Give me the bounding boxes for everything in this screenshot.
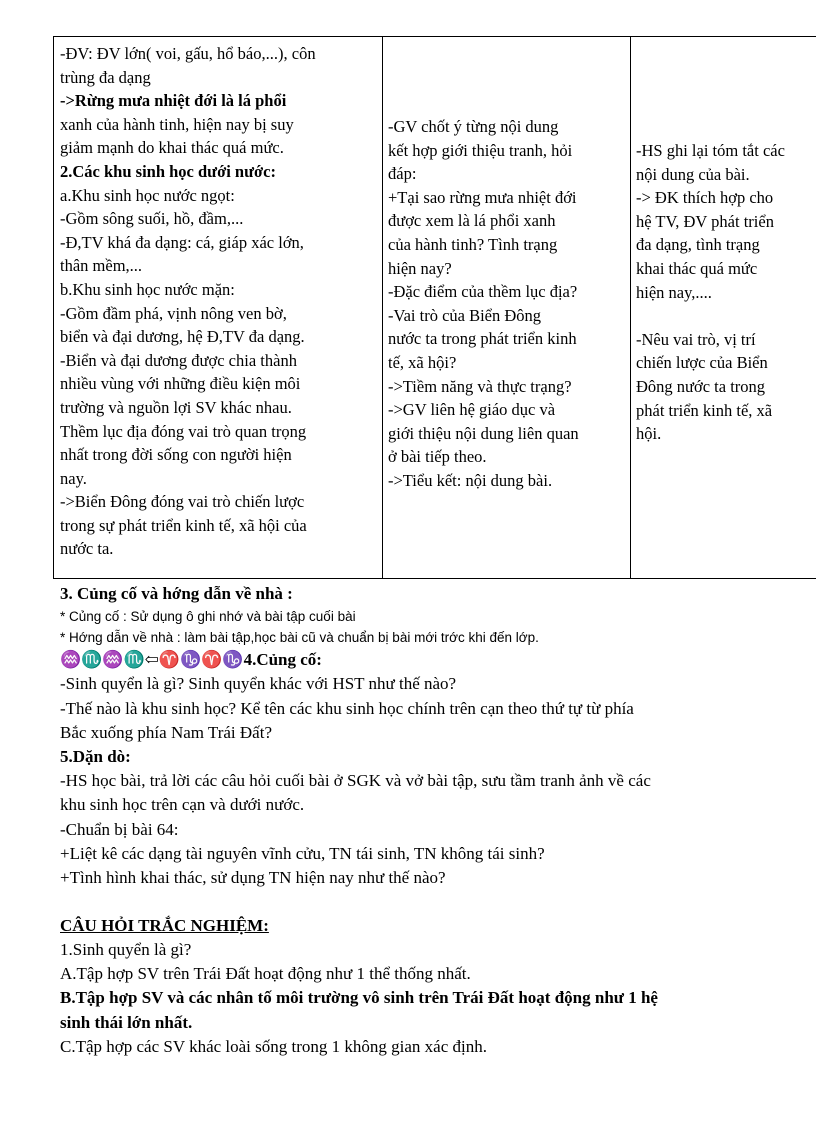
text-line: nay. (60, 468, 87, 488)
text-line: 5.Dặn dò: (60, 747, 131, 767)
text-line: hiện nay? (388, 258, 452, 278)
text-line: ->Rừng mưa nhiệt đới là lá phổi (60, 91, 287, 111)
text-line: xanh của hành tinh, hiện nay bị suy (60, 114, 294, 134)
text-line: sinh thái lớn nhất. (60, 1012, 193, 1032)
text-line: kết hợp giới thiệu tranh, hỏi (388, 140, 573, 160)
text-line: trường và nguồn lợi SV khác nhau. (60, 397, 292, 417)
text-line: đa dạng, tình trạng (636, 235, 760, 255)
text-line: khai thác quá mức (636, 258, 758, 278)
text-line: -Sinh quyển là gì? Sinh quyển khác với HST như thế nào? (60, 674, 457, 694)
text-line: -Nêu vai trò, vị trí (636, 329, 756, 349)
text-line: khu sinh học trên cạn và dưới nước. (60, 795, 305, 815)
text-line: hệ TV, ĐV phát triển (636, 211, 774, 231)
text-line: nước ta trong phát triển kinh (388, 329, 577, 349)
text-line: a.Khu sinh học nước ngọt: (60, 185, 235, 205)
text-line: giảm mạnh do khai thác quá mức. (60, 138, 284, 158)
teacher-activity-cell (383, 37, 630, 493)
table-row (54, 37, 816, 579)
text-line: A.Tập hợp SV trên Trái Đất hoạt động như 1 thể thống nhất. (60, 964, 471, 984)
text-line: -ĐV: ĐV lớn( voi, gấu, hổ báo,...), côn (60, 44, 316, 63)
text-line: -Thế nào là khu sinh học? Kể tên các khu sinh học chính trên cạn theo thứ tự từ phía (60, 698, 634, 718)
text-line: của hành tinh? Tình trạng (388, 234, 558, 254)
text-line: 2.Các khu sinh học dưới nước: (60, 161, 276, 181)
text-line: b.Khu sinh học nước mặn: (60, 279, 235, 299)
text-line: * Củng cố : Sử dụng ô ghi nhớ và bài tập cuối bài (60, 609, 356, 625)
text-line: -Đ,TV khá đa dạng: cá, giáp xác lớn, (60, 232, 304, 252)
text-line: nhiều vùng với những điều kiện môi (60, 374, 301, 394)
lesson-notes (60, 582, 810, 1059)
text-line: Thềm lục địa đóng vai trò quan trọng (60, 421, 307, 441)
text-line: -Chuẩn bị bài 64: (60, 819, 179, 839)
text-line: ->GV liên hệ giáo dục và (388, 400, 556, 420)
text-line: trùng đa dạng (60, 67, 151, 87)
lesson-table (53, 36, 816, 579)
student-activity-column (631, 37, 816, 579)
text-line: trong sự phát triển kinh tế, xã hội của (60, 515, 307, 535)
text-line: +Tình hình khai thác, sử dụng TN hiện nay như thế nào? (60, 868, 446, 888)
text-line: hiện nay,.... (636, 282, 712, 302)
text-line: thân mềm,... (60, 256, 143, 276)
text-line: nội dung của bài. (636, 164, 750, 184)
text-line: ->Biển Đông đóng vai trò chiến lược (60, 492, 305, 512)
text-line: ♒♏♒♏⇦♈♑♈♑4.Củng cố: (60, 650, 322, 670)
text-line: C.Tập hợp các SV khác loài sống trong 1 không gian xác định. (60, 1036, 487, 1056)
text-line: 1.Sinh quyển là gì? (60, 940, 192, 960)
text-line: -GV chốt ý từng nội dung (388, 117, 559, 136)
text-line: ->Tiểu kết: nội dung bài. (388, 470, 553, 490)
text-line: nước ta. (60, 539, 114, 559)
content-column (54, 37, 383, 579)
text-line: tế, xã hội? (388, 352, 457, 372)
content-cell (54, 37, 382, 561)
text-line: Đông nước ta trong (636, 376, 766, 396)
text-line: 3. Củng cố và hớng dẫn về nhà : (60, 584, 293, 603)
text-line: Bắc xuống phía Nam Trái Đất? (60, 722, 272, 742)
section-heading: CÂU HỎI TRẮC NGHIỆM: (60, 915, 269, 935)
text-line: -Vai trò của Biển Đông (388, 305, 542, 325)
text-line: -HS ghi lại tóm tắt các (636, 141, 785, 160)
text-line: ở bài tiếp theo. (388, 447, 487, 467)
text-line: giới thiệu nội dung liên quan (388, 423, 579, 443)
text-line: -Biển và đại dương được chia thành (60, 350, 297, 370)
teacher-activity-column (383, 37, 631, 579)
text-line (636, 304, 815, 328)
text-line: -Gồm sông suối, hồ, đầm,... (60, 209, 244, 229)
text-line (60, 890, 810, 914)
text-line: -Đặc điểm của thềm lục địa? (388, 282, 578, 302)
text-line: nhất trong đời sống con người hiện (60, 445, 292, 465)
text-line: +Tại sao rừng mưa nhiệt đới (388, 187, 577, 207)
text-line: -HS học bài, trả lời các câu hỏi cuối bài ở SGK và vở bài tập, sưu tầm tranh ảnh về các (60, 771, 651, 791)
text-line: được xem là lá phổi xanh (388, 211, 556, 231)
text-line: ->Tiềm năng và thực trạng? (388, 376, 572, 396)
text-line: -Gồm đầm phá, vịnh nông ven bờ, (60, 303, 287, 323)
text-line: phát triển kinh tế, xã (636, 400, 773, 420)
text-line: * Hớng dẫn về nhà : làm bài tập,học bài cũ và chuẩn bị bài mới trớc khi đến lớp. (60, 630, 539, 646)
text-line: -> ĐK thích hợp cho (636, 188, 774, 208)
text-line: hội. (636, 424, 662, 444)
text-line: biển và đại dương, hệ Đ,TV đa dạng. (60, 327, 305, 347)
text-line: đáp: (388, 164, 417, 184)
text-line: +Liệt kê các dạng tài nguyên vĩnh cửu, TN tái sinh, TN không tái sinh? (60, 843, 545, 863)
text-line: chiến lược của Biển (636, 353, 768, 373)
text-line: B.Tập hợp SV và các nhân tố môi trường vô sinh trên Trái Đất hoạt động như 1 hệ (60, 988, 658, 1008)
student-activity-cell (631, 37, 816, 446)
